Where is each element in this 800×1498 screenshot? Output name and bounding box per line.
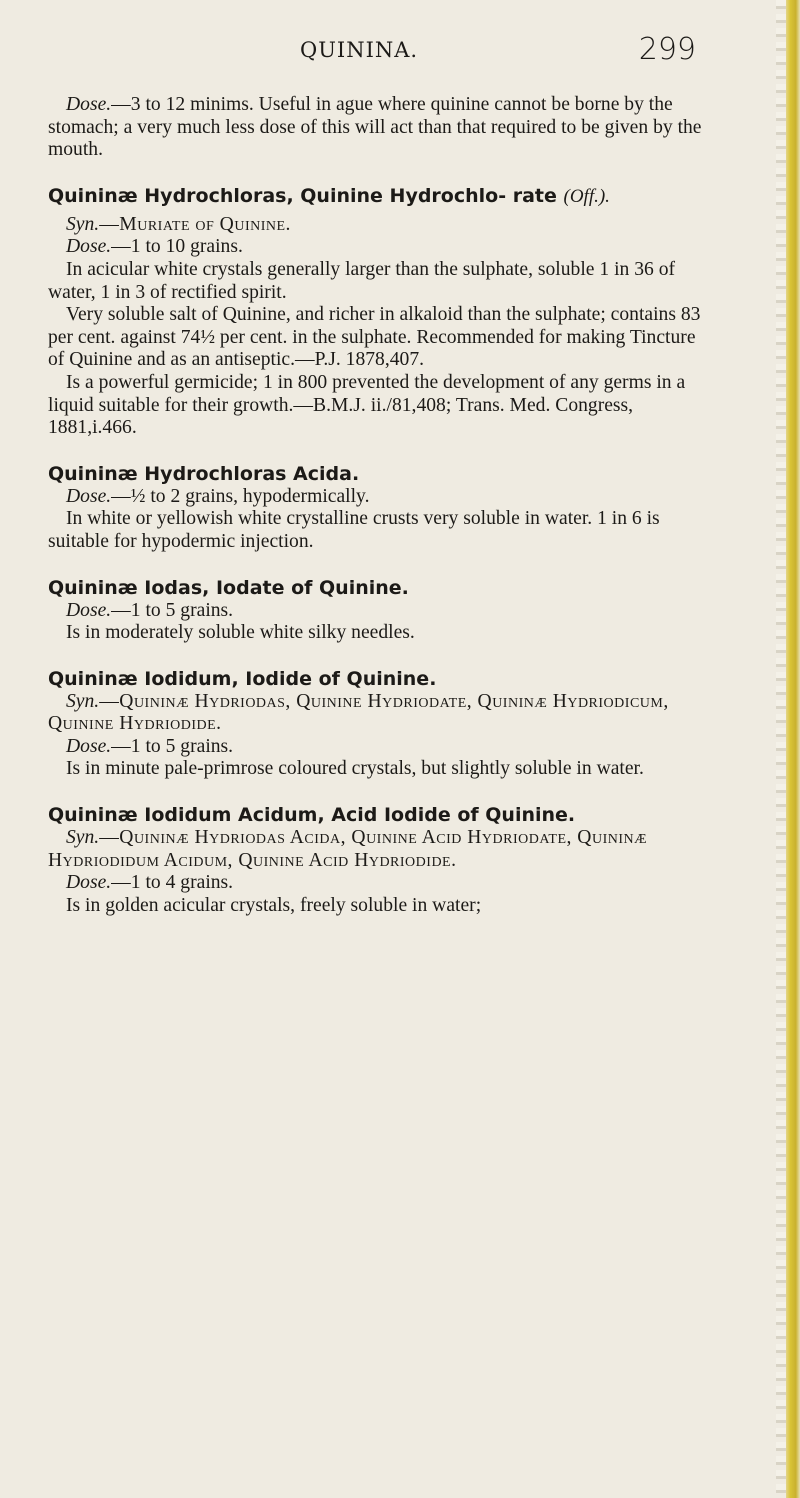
book-spine-edge [786,0,800,1498]
page-header [0,34,786,74]
paragraph: Is in golden acicular crystals, freely soluble in water; [66,894,482,916]
synonym-line: Syn.—Muriate of Quinine. [66,213,291,235]
paragraph: Is in moderately soluble white silky needles. [66,622,415,644]
entry-heading: Quininæ Iodas, Iodate of Quinine. [48,576,409,599]
synonym-line: Syn.—Quininæ Hydriodas, Quinine Hydriodate, Quininæ Hydriodicum, Quinine Hydriodide. [48,690,669,735]
paragraph: Is in minute pale-primrose coloured crystals, but slightly soluble in water. [66,758,644,780]
entry-heading: Quininæ Iodidum Acidum, Acid Iodide of Quinine. [48,804,576,827]
dose-line: Dose.—1 to 10 grains. [66,236,243,258]
body-text [48,94,712,917]
dose-line: Dose.—1 to 4 grains. [66,872,234,894]
dose-line: Dose.—3 to 12 minims. Useful in ague where quinine cannot be borne by the stomach; a very much less dose of this will act than that required to be given by the mouth. [48,94,702,161]
dose-line: Dose.—1 to 5 grains. [66,735,234,757]
page-number: 299 [638,32,696,67]
paragraph: In white or yellowish white crystalline crusts very soluble in water. 1 in 6 is suitable for hypodermic injection. [48,508,660,552]
running-title: QUININA. [300,38,419,62]
entry-heading: Quininæ Hydrochloras Acida. [48,462,360,485]
paragraph: Very soluble salt of Quinine, and richer in alkaloid than the sulphate; contains 83 per cent. against 74½ per cent. in the sulphate. Recommended for making Tincture of Quinine and as an antiseptic.—P.J. 1878,407. [48,304,701,371]
page-edge [776,0,786,1498]
synonym-line: Syn.—Quininæ Hydriodas Acida, Quinine Acid Hydriodate, Quininæ Hydriodidum Acidum, Quinine Acid Hydriodide. [48,827,648,871]
paragraph: Is a powerful germicide; 1 in 800 prevented the development of any germs in a liquid suitable for their growth.—B.M.J. ii./81,408; Trans. Med. Congress, 1881,i.466. [48,371,686,439]
paragraph: In acicular white crystals generally larger than the sulphate, soluble 1 in 36 of water, 1 in 3 of rectified spirit. [48,258,676,303]
entry-heading: Quininæ Iodidum, Iodide of Quinine. [48,667,437,690]
dose-line: Dose.—1 to 5 grains. [66,599,234,621]
dose-line: Dose.—½ to 2 grains, hypodermically. [66,485,370,507]
entry-heading: Quininæ Hydrochloras, Quinine Hydrochlo- rate (Off.). [48,184,610,207]
